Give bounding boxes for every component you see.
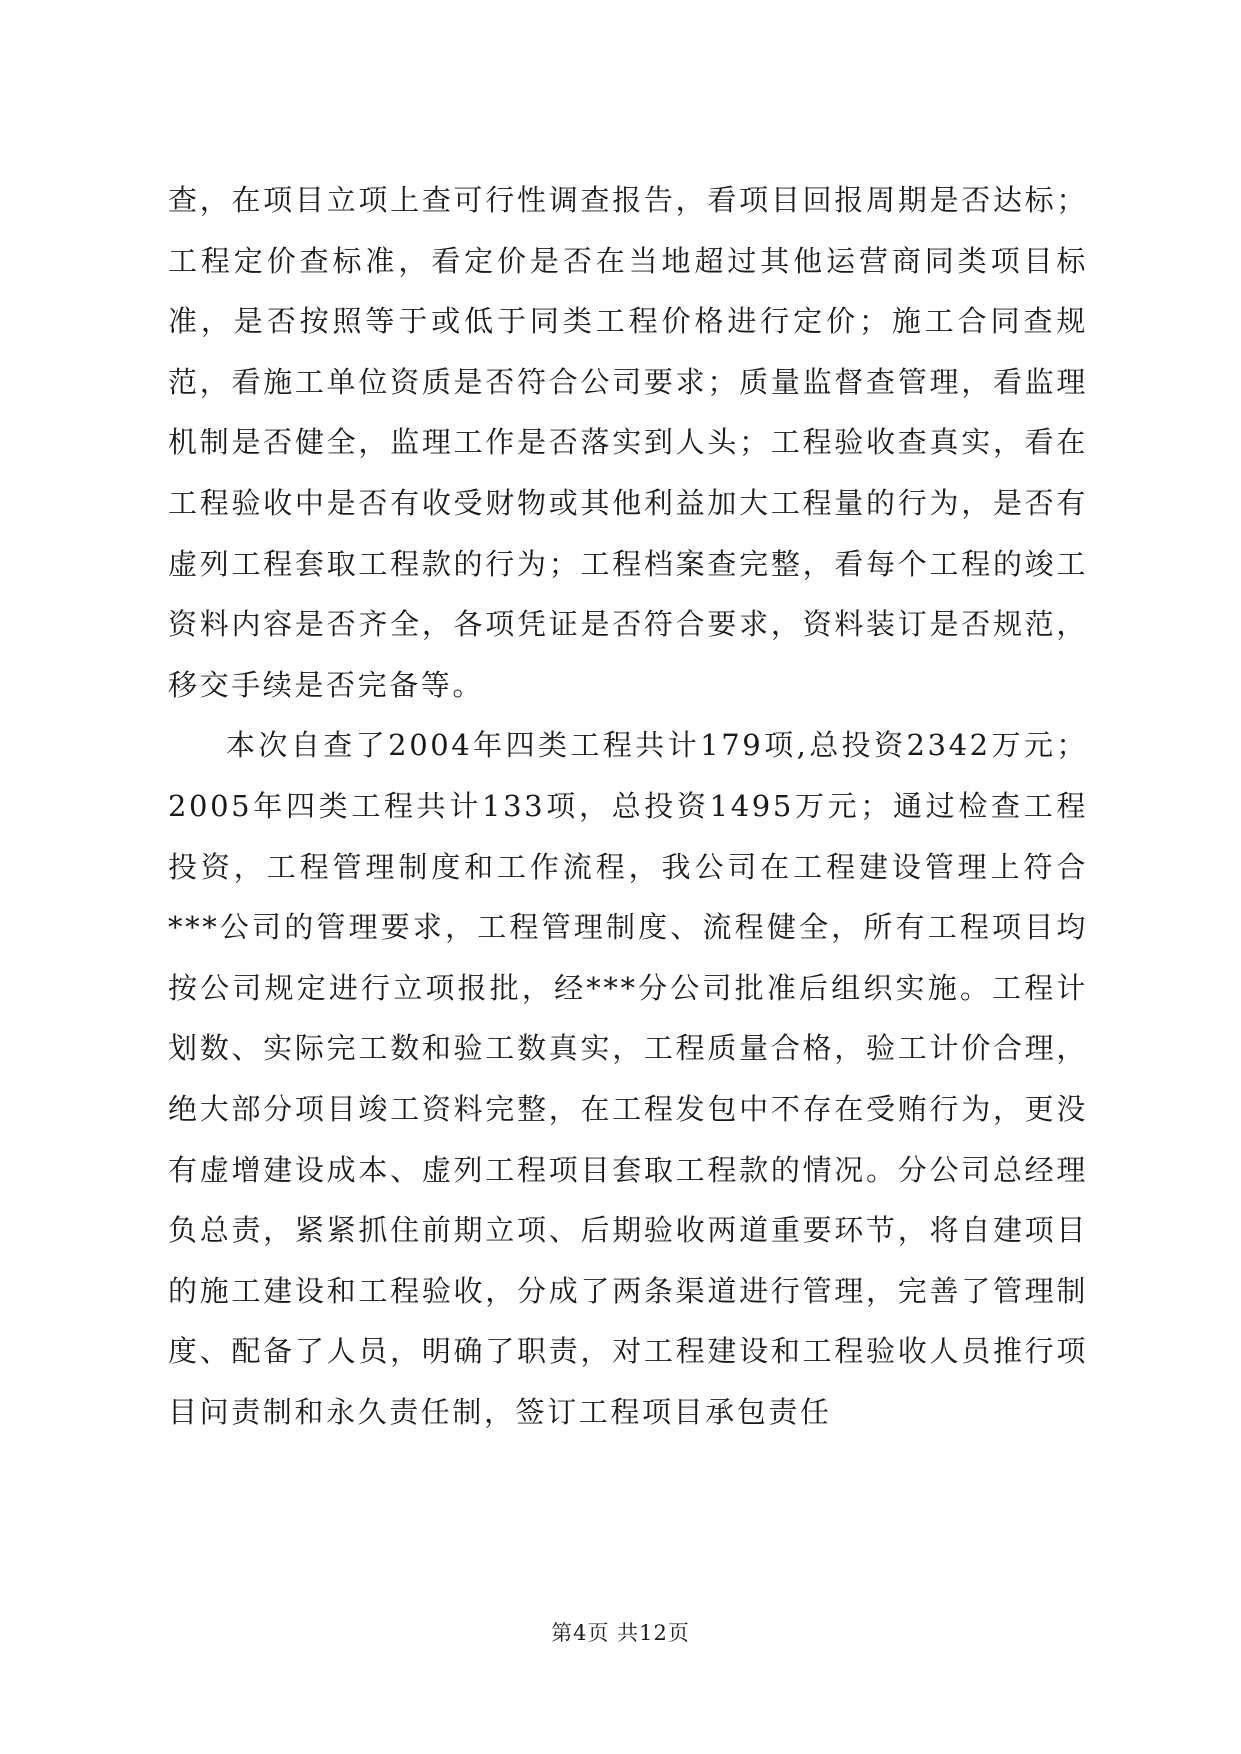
document-body bbox=[168, 170, 1088, 1442]
paragraph-1: 查，在项目立项上查可行性调查报告，看项目回报周期是否达标；工程定价查标准，看定价是否在当地超过其他运营商同类项目标准，是否按照等于或低于同类工程价格进行定价；施工合同查规范，看施工单位资质是否符合公司要求；质量监督查管理，看监理机制是否健全，监理工作是否落实到人头；工程验收查真实，看在工程验收中是否有收受财物或其他利益加大工程量的行为，是否有虚列工程套取工程款的行为；工程档案查完整，看每个工程的竣工资料内容是否齐全，各项凭证是否符合要求，资料装订是否规范，移交手续是否完备等。 bbox=[168, 183, 1088, 702]
page-footer: 第4页 共12页 bbox=[551, 1621, 690, 1645]
paragraph-2: 本次自查了2004年四类工程共计179项,总投资2342万元；2005年四类工程共计133项，总投资1495万元；通过检查工程投资，工程管理制度和工作流程，我公司在工程建设管理上符合***公司的管理要求，工程管理制度、流程健全，所有工程项目均按公司规定进行立项报批，经***分公司批准后组织实施。工程计划数、实际完工数和验工数真实，工程质量合格，验工计价合理，绝大部分项目竣工资料完整，在工程发包中不存在受贿行为，更没有虚增建设成本、虚列工程项目套取工程款的情况。分公司总经理负总责，紧紧抓住前期立项、后期验收两道重要环节，将自建项目的施工建设和工程验收，分成了两条渠道进行管理，完善了管理制度、配备了人员，明确了职责，对工程建设和工程验收人员推行项目问责制和永久责任制，签订工程项目承包责任 bbox=[168, 728, 1088, 1429]
